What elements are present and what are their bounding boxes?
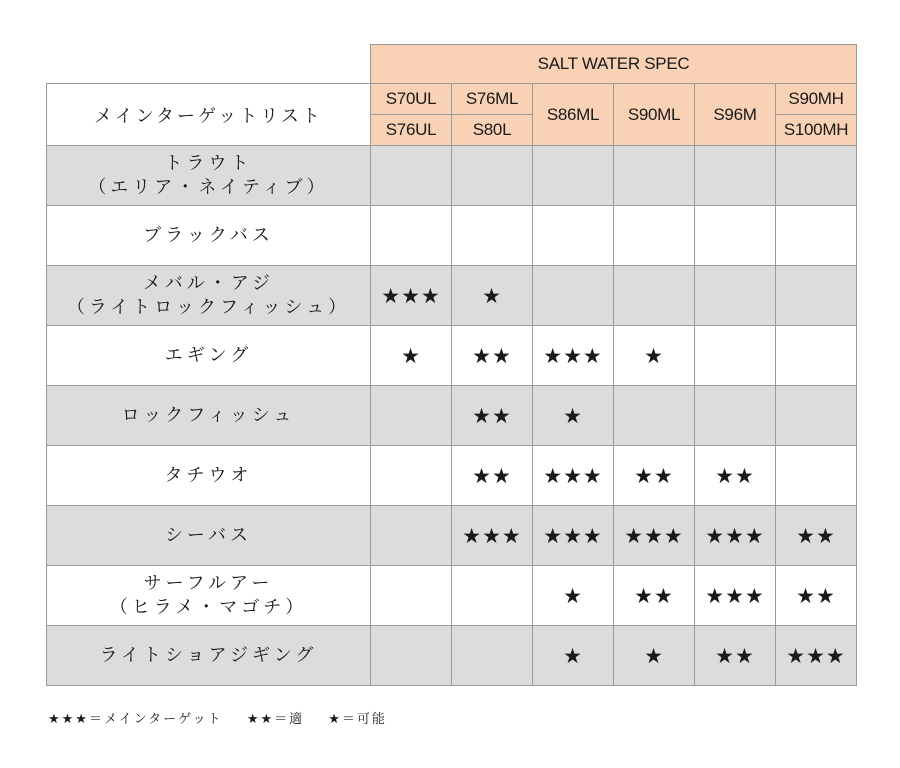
rating-cell <box>371 386 452 446</box>
legend-suitable: ★★＝適 <box>246 712 305 727</box>
table-body <box>47 146 857 686</box>
rating-cell: ★★★ <box>776 626 857 686</box>
rating-cell <box>776 386 857 446</box>
model-header-s76ul: S76UL <box>371 115 452 146</box>
table-row <box>47 566 857 626</box>
rating-cell: ★★★ <box>371 266 452 326</box>
rating-cell <box>533 266 614 326</box>
rating-cell: ★★ <box>614 446 695 506</box>
target-name-cell <box>47 206 371 266</box>
legend-main-target: ★★★＝メインターゲット <box>48 712 223 727</box>
rating-cell <box>452 206 533 266</box>
target-name: ブラックバス <box>143 224 274 246</box>
rating-cell <box>452 626 533 686</box>
rating-cell <box>776 266 857 326</box>
table-row <box>47 266 857 326</box>
target-name: ライトショアジギング <box>99 644 318 666</box>
target-name-cell <box>47 566 371 626</box>
rating-cell <box>533 146 614 206</box>
target-name: サーフルアー <box>143 572 274 594</box>
model-header-s86ml: S86ML <box>533 84 614 146</box>
target-name: メバル・アジ <box>142 272 275 294</box>
model-header-s70ul: S70UL <box>371 84 452 115</box>
rating-cell <box>614 206 695 266</box>
target-name-cell <box>47 626 371 686</box>
model-header-s90mh: S90MH <box>776 84 857 115</box>
rating-cell <box>695 266 776 326</box>
table-row <box>47 446 857 506</box>
rating-cell <box>614 266 695 326</box>
target-name: ロックフィッシュ <box>121 404 296 426</box>
table-corner <box>47 45 371 84</box>
model-header-s90ml: S90ML <box>614 84 695 146</box>
rating-cell: ★★★ <box>695 506 776 566</box>
model-header-s80l: S80L <box>452 115 533 146</box>
rating-cell <box>452 146 533 206</box>
target-name-cell <box>47 446 371 506</box>
target-name: エギング <box>164 344 253 366</box>
rating-cell: ★★★ <box>533 506 614 566</box>
rating-cell <box>371 506 452 566</box>
table-row <box>47 506 857 566</box>
rating-cell <box>695 146 776 206</box>
rating-cell: ★★★ <box>533 326 614 386</box>
table-row <box>47 386 857 446</box>
table-row <box>47 326 857 386</box>
target-name: タチウオ <box>164 464 253 486</box>
rating-cell <box>452 566 533 626</box>
target-subname: （ライトロックフィッシュ） <box>66 296 351 318</box>
rating-cell <box>371 566 452 626</box>
target-name-cell <box>47 146 371 206</box>
rating-cell: ★★ <box>452 386 533 446</box>
rating-cell: ★ <box>614 326 695 386</box>
rating-cell: ★ <box>533 386 614 446</box>
rating-cell <box>371 146 452 206</box>
rating-cell <box>695 326 776 386</box>
rating-cell <box>614 146 695 206</box>
table-row <box>47 146 857 206</box>
rating-cell: ★★ <box>776 566 857 626</box>
rating-cell: ★★★ <box>695 566 776 626</box>
legend-possible: ★＝可能 <box>328 712 387 727</box>
rating-cell <box>776 146 857 206</box>
target-subname: （エリア・ネイティブ） <box>88 176 329 198</box>
rating-cell: ★ <box>614 626 695 686</box>
rating-cell: ★★★ <box>452 506 533 566</box>
rating-cell: ★ <box>533 566 614 626</box>
table-row <box>47 206 857 266</box>
rating-cell <box>371 206 452 266</box>
salt-water-spec-table <box>46 44 857 686</box>
table-row <box>47 626 857 686</box>
rating-cell: ★★ <box>452 446 533 506</box>
rating-cell <box>695 206 776 266</box>
rating-cell <box>776 206 857 266</box>
rating-cell: ★★ <box>614 566 695 626</box>
model-header-s100mh: S100MH <box>776 115 857 146</box>
rating-cell: ★★ <box>695 446 776 506</box>
target-name: シーバス <box>164 524 253 546</box>
rating-cell: ★ <box>533 626 614 686</box>
model-header-s76ml: S76ML <box>452 84 533 115</box>
spec-title-header: SALT WATER SPEC <box>371 45 857 84</box>
target-name-cell <box>47 386 371 446</box>
rating-cell: ★★ <box>695 626 776 686</box>
rating-cell: ★★ <box>452 326 533 386</box>
target-name-cell <box>47 506 371 566</box>
rating-cell: ★★★ <box>614 506 695 566</box>
rating-cell: ★ <box>452 266 533 326</box>
rating-cell <box>776 326 857 386</box>
rating-cell <box>776 446 857 506</box>
rating-legend <box>48 708 405 727</box>
target-list-header: メインターゲットリスト <box>47 84 371 146</box>
rating-cell <box>371 626 452 686</box>
target-name: トラウト <box>164 152 253 174</box>
model-header-s96m: S96M <box>695 84 776 146</box>
rating-cell: ★★ <box>776 506 857 566</box>
rating-cell <box>695 386 776 446</box>
target-name-cell <box>47 326 371 386</box>
rating-cell <box>533 206 614 266</box>
target-name-cell <box>47 266 371 326</box>
rating-cell <box>371 446 452 506</box>
target-subname: （ヒラメ・マゴチ） <box>109 596 308 618</box>
rating-cell: ★★★ <box>533 446 614 506</box>
rating-cell <box>614 386 695 446</box>
rating-cell: ★ <box>371 326 452 386</box>
